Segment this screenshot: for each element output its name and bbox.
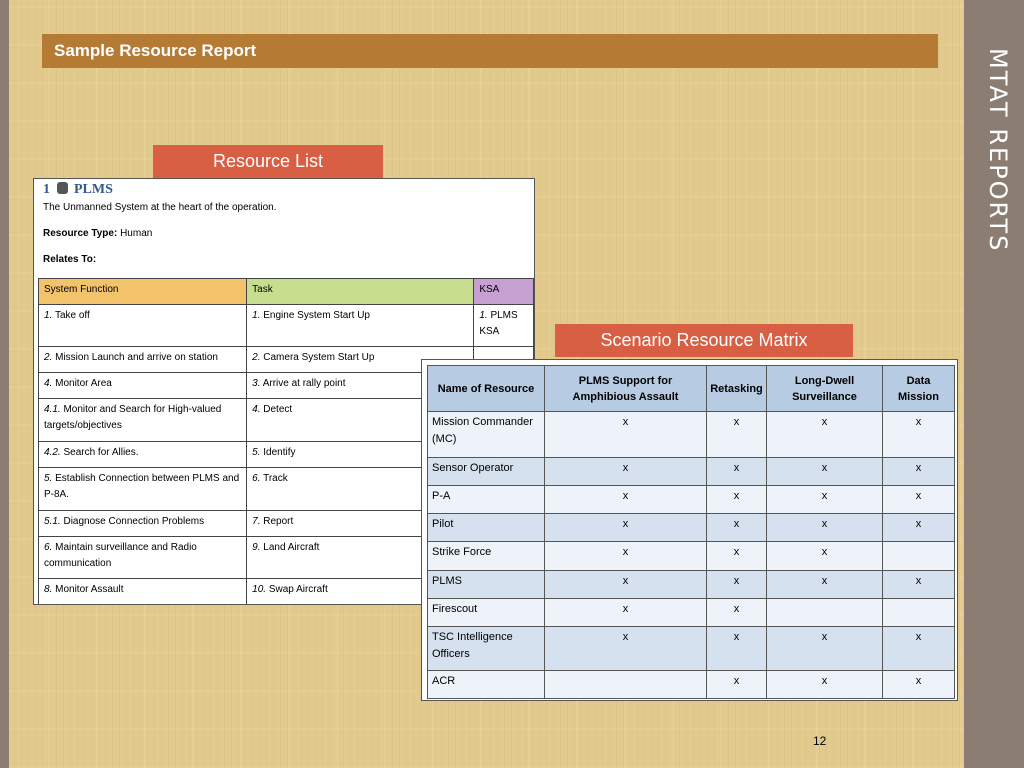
system-function-cell-text: Monitor and Search for High-valued targets/objectives — [44, 404, 222, 431]
column-header-ksa: KSA — [474, 279, 534, 305]
matrix-cell: x — [883, 412, 955, 458]
matrix-resource-name: Pilot — [428, 514, 545, 542]
matrix-header-name: Name of Resource — [428, 366, 545, 412]
matrix-row — [428, 486, 955, 514]
page-number: 12 — [813, 734, 827, 748]
matrix-cell — [767, 599, 883, 627]
task-cell-number: 1. — [252, 310, 261, 321]
matrix-row — [428, 458, 955, 486]
matrix-cell: x — [883, 514, 955, 542]
matrix-cell: x — [767, 627, 883, 671]
task-cell-text: Land Aircraft — [263, 542, 320, 553]
system-function-cell-text: Diagnose Connection Problems — [63, 516, 205, 527]
system-function-cell — [39, 305, 247, 347]
matrix-row — [428, 599, 955, 627]
task-cell-text: Identify — [263, 447, 296, 458]
system-function-cell — [39, 442, 247, 468]
matrix-header-data-mission: Data Mission — [883, 366, 955, 412]
matrix-cell: x — [767, 412, 883, 458]
matrix-cell: x — [707, 627, 767, 671]
matrix-cell: x — [545, 627, 707, 671]
resource-name: PLMS — [74, 182, 113, 197]
matrix-resource-name: Sensor Operator — [428, 458, 545, 486]
system-function-cell-text: Establish Connection between PLMS and P-8A. — [44, 473, 240, 500]
matrix-cell: x — [707, 514, 767, 542]
task-cell — [247, 305, 474, 347]
matrix-cell — [883, 599, 955, 627]
task-cell-number: 7. — [252, 516, 261, 527]
scenario-matrix-tag: Scenario Resource Matrix — [555, 324, 853, 357]
matrix-cell: x — [707, 542, 767, 571]
sidebar-title: MTAT REPORTS — [984, 48, 1012, 253]
system-function-cell-number: 4.2. — [44, 447, 61, 458]
matrix-cell: x — [545, 486, 707, 514]
system-function-cell — [39, 347, 247, 373]
matrix-cell: x — [767, 486, 883, 514]
task-cell-text: Detect — [263, 404, 293, 415]
system-function-cell — [39, 399, 247, 442]
scenario-matrix-panel — [421, 359, 958, 701]
system-function-cell-number: 6. — [44, 542, 53, 553]
matrix-resource-name: Mission Commander (MC) — [428, 412, 545, 458]
column-header-task: Task — [247, 279, 474, 305]
resource-type — [43, 228, 152, 239]
column-header-system-function: System Function — [39, 279, 247, 305]
task-cell-text: Track — [263, 473, 288, 484]
matrix-cell: x — [707, 458, 767, 486]
relates-to-label: Relates To: — [43, 254, 97, 265]
task-cell-text: Arrive at rally point — [262, 378, 346, 389]
system-function-cell-number: 4. — [44, 378, 53, 389]
header-bar — [42, 34, 938, 68]
task-cell-text: Report — [263, 516, 294, 527]
matrix-cell: x — [545, 514, 707, 542]
matrix-cell: x — [883, 458, 955, 486]
matrix-header-retasking: Retasking — [707, 366, 767, 412]
system-function-cell-text: Monitor Assault — [55, 584, 124, 595]
matrix-cell: x — [707, 671, 767, 699]
task-cell-number: 2. — [252, 352, 261, 363]
task-cell-number: 6. — [252, 473, 261, 484]
matrix-cell — [883, 542, 955, 571]
resource-table-row — [39, 305, 534, 347]
matrix-row — [428, 412, 955, 458]
task-cell-number: 4. — [252, 404, 261, 415]
matrix-cell: x — [767, 571, 883, 599]
resource-heading — [43, 182, 113, 198]
matrix-header-amphibious: PLMS Support for Amphibious Assault — [545, 366, 707, 412]
matrix-resource-name: P-A — [428, 486, 545, 514]
matrix-resource-name: Strike Force — [428, 542, 545, 571]
matrix-header-long-dwell: Long-Dwell Surveillance — [767, 366, 883, 412]
scenario-matrix-table — [427, 365, 955, 699]
matrix-row — [428, 514, 955, 542]
resource-list-tag: Resource List — [153, 145, 383, 178]
matrix-resource-name: PLMS — [428, 571, 545, 599]
ksa-cell-number: 1. — [479, 310, 488, 321]
matrix-cell: x — [767, 671, 883, 699]
matrix-cell: x — [883, 671, 955, 699]
matrix-row — [428, 542, 955, 571]
system-function-cell-text: Mission Launch and arrive on station — [55, 352, 218, 363]
matrix-resource-name: Firescout — [428, 599, 545, 627]
relates-to — [43, 254, 96, 265]
matrix-cell: x — [545, 412, 707, 458]
matrix-cell: x — [707, 412, 767, 458]
system-function-cell-number: 1. — [44, 310, 53, 321]
task-cell-number: 3. — [252, 378, 261, 389]
system-function-cell-number: 5.1. — [44, 516, 61, 527]
ksa-cell — [474, 305, 534, 347]
matrix-cell: x — [545, 571, 707, 599]
task-cell-number: 10. — [252, 584, 267, 595]
system-function-cell — [39, 468, 247, 511]
matrix-cell: x — [883, 627, 955, 671]
system-function-cell-number: 5. — [44, 473, 53, 484]
resource-type-value: Human — [120, 228, 153, 239]
matrix-cell: x — [883, 571, 955, 599]
task-cell-number: 5. — [252, 447, 261, 458]
matrix-cell: x — [707, 571, 767, 599]
task-cell-text: Camera System Start Up — [263, 352, 375, 363]
matrix-row — [428, 671, 955, 699]
task-cell-text: Engine System Start Up — [263, 310, 370, 321]
system-function-cell-text: Search for Allies. — [63, 447, 139, 458]
system-function-cell-text: Take off — [54, 310, 90, 321]
system-function-cell-number: 4.1. — [44, 404, 61, 415]
matrix-cell: x — [545, 542, 707, 571]
matrix-row — [428, 627, 955, 671]
matrix-cell: x — [545, 458, 707, 486]
system-function-cell-text: Maintain surveillance and Radio communication — [44, 542, 197, 569]
matrix-resource-name: ACR — [428, 671, 545, 699]
sidebar — [964, 0, 1024, 768]
resource-description: The Unmanned System at the heart of the operation. — [43, 202, 277, 213]
matrix-cell: x — [707, 486, 767, 514]
left-edge-strip — [0, 0, 9, 768]
page-title: Sample Resource Report — [54, 41, 257, 60]
system-function-cell — [39, 373, 247, 399]
resource-number: 1 — [43, 182, 50, 197]
matrix-cell: x — [767, 542, 883, 571]
ksa-cell-text: PLMS KSA — [479, 310, 518, 337]
person-icon — [57, 182, 68, 194]
task-cell-text: Swap Aircraft — [268, 584, 328, 595]
system-function-cell — [39, 511, 247, 537]
matrix-resource-name: TSC Intelligence Officers — [428, 627, 545, 671]
system-function-cell-number: 8. — [44, 584, 53, 595]
matrix-cell — [545, 671, 707, 699]
matrix-cell: x — [883, 486, 955, 514]
matrix-cell: x — [707, 599, 767, 627]
system-function-cell-text: Monitor Area — [55, 378, 112, 389]
task-cell-number: 9. — [252, 542, 261, 553]
system-function-cell-number: 2. — [44, 352, 53, 363]
matrix-cell: x — [767, 514, 883, 542]
resource-type-label: Resource Type: — [43, 228, 118, 239]
system-function-cell — [39, 537, 247, 579]
matrix-row — [428, 571, 955, 599]
matrix-cell: x — [545, 599, 707, 627]
matrix-cell: x — [767, 458, 883, 486]
system-function-cell — [39, 579, 247, 605]
